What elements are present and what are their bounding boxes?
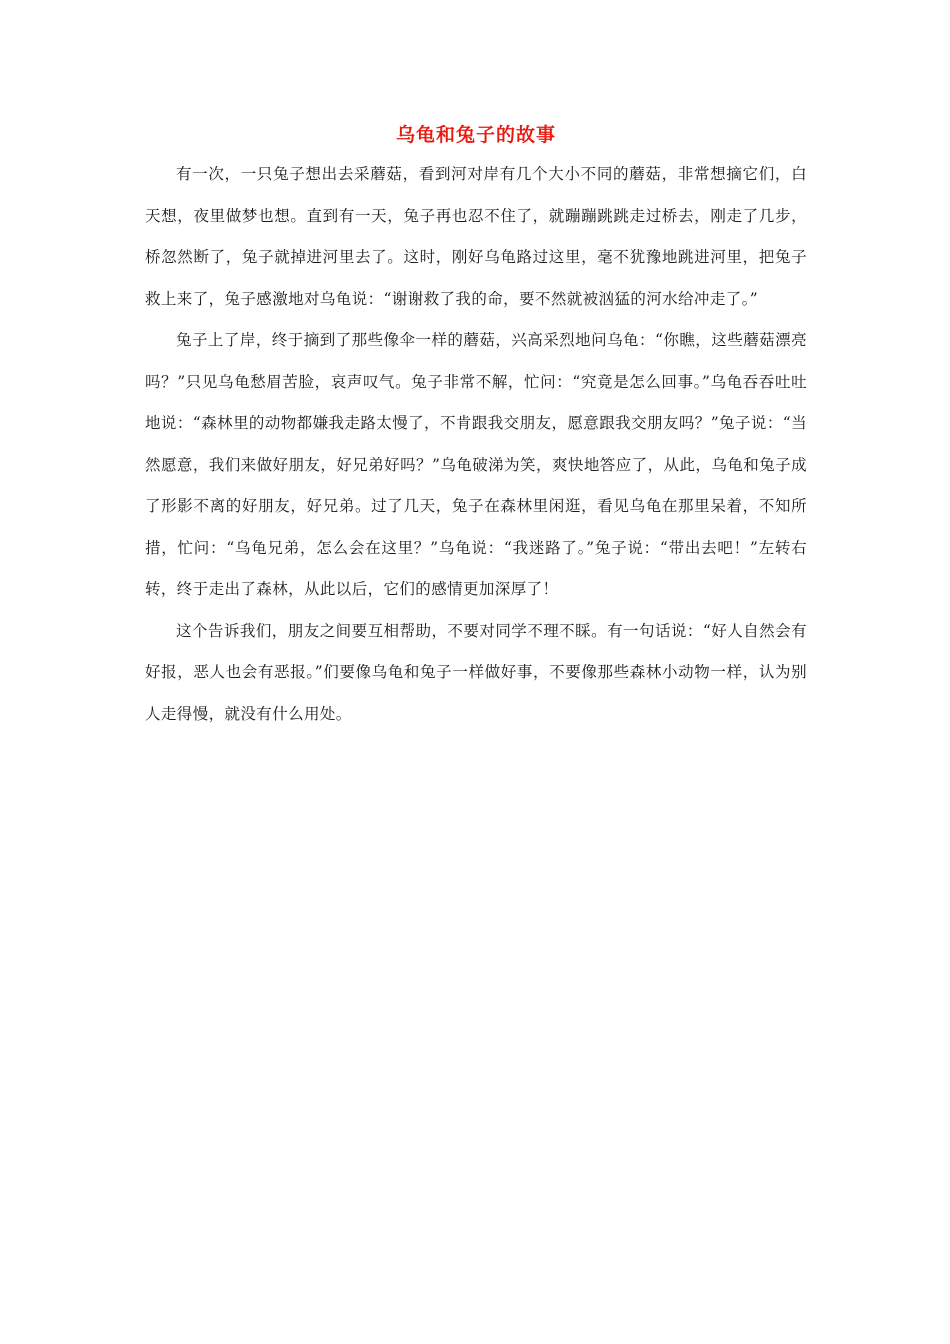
document-title: 乌龟和兔子的故事 bbox=[395, 124, 556, 146]
paragraph-3: 这个告诉我们，朋友之间要互相帮助，不要对同学不理不睬。有一句话说：“好人自然会有好报，恶人也会有恶报。”们要像乌龟和兔子一样做好事，不要像那些森林小动物一样，认为别人走得慢，就没有什么用处。 bbox=[145, 621, 807, 723]
document-body bbox=[145, 118, 807, 735]
paragraph-1: 有一次，一只兔子想出去采蘑菇，看到河对岸有几个大小不同的蘑菇，非常想摘它们，白天想，夜里做梦也想。直到有一天，兔子再也忍不住了，就蹦蹦跳跳走过桥去，刚走了几步，桥忽然断了，兔子就掉进河里去了。这时，刚好乌龟路过这里，毫不犹豫地跳进河里，把兔子救上来了，兔子感激地对乌龟说：“谢谢救了我的命，要不然就被汹猛的河水给冲走了。” bbox=[145, 165, 807, 308]
paragraph-2: 兔子上了岸，终于摘到了那些像伞一样的蘑菇，兴高采烈地问乌龟：“你瞧，这些蘑菇漂亮吗？”只见乌龟愁眉苦脸，哀声叹气。兔子非常不解，忙问：“究竟是怎么回事。”乌龟吞吞吐吐地说：“森林里的动物都嫌我走路太慢了，不肯跟我交朋友，愿意跟我交朋友吗？”兔子说：“当然愿意，我们来做好朋友，好兄弟好吗？”乌龟破涕为笑，爽快地答应了，从此，乌龟和兔子成了形影不离的好朋友，好兄弟。过了几天，兔子在森林里闲逛，看见乌龟在那里呆着，不知所措，忙问：“乌龟兄弟，怎么会在这里？”乌龟说：“我迷路了。”兔子说：“带出去吧！”左转右转，终于走出了森林，从此以后，它们的感情更加深厚了！ bbox=[145, 331, 807, 598]
